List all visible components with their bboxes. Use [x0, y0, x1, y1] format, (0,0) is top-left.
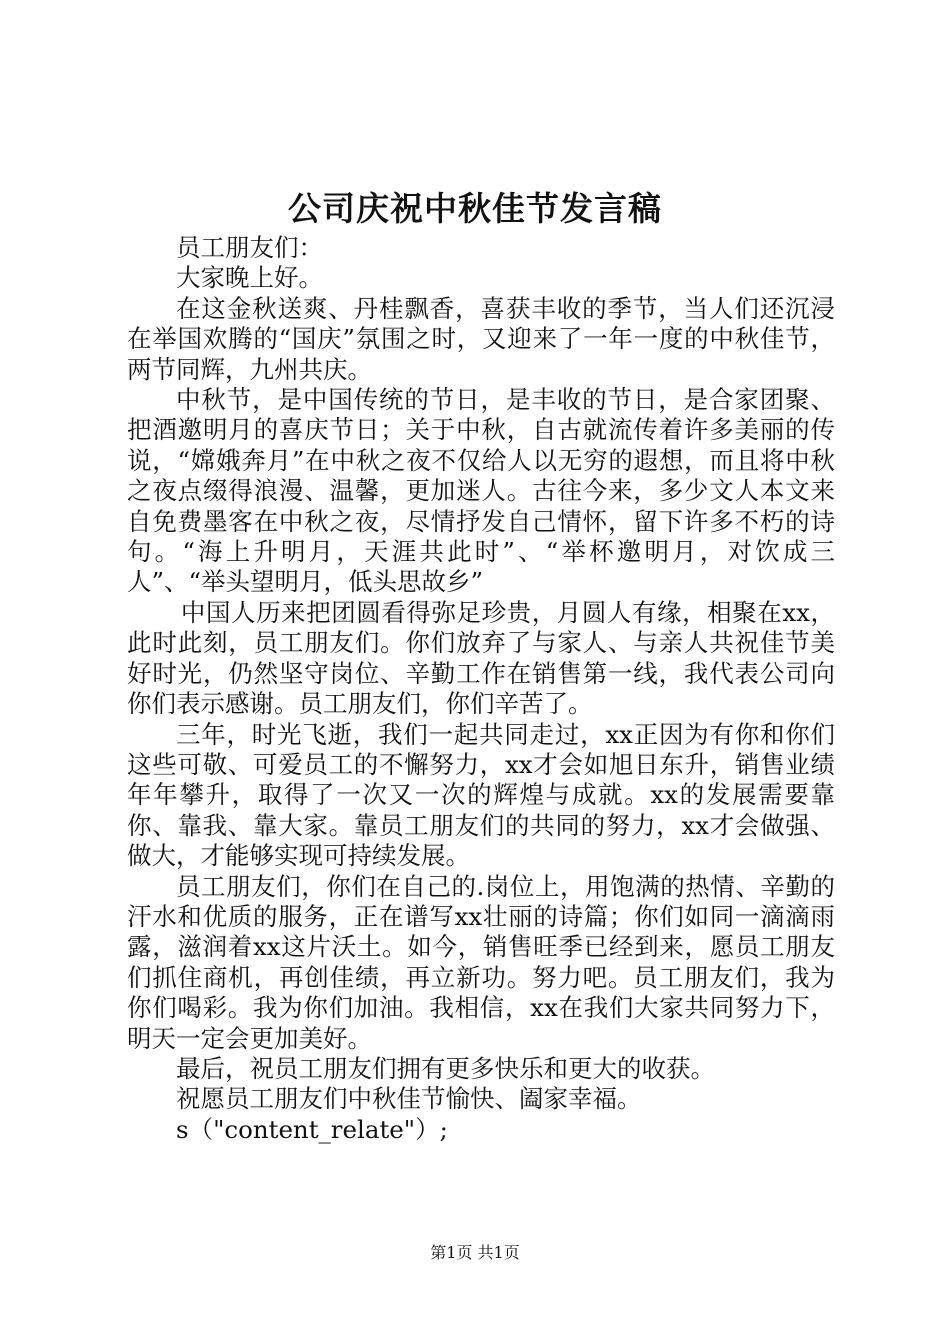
paragraph-code-residue: s（"content_relate"）; — [176, 1114, 448, 1144]
paragraph-blessing: 祝愿员工朋友们中秋佳节愉快、阖家幸福。 — [176, 1084, 642, 1114]
paragraph-greeting: 员工朋友们： — [176, 233, 323, 262]
paragraph-three-years: 三年，时光飞逝，我们一起共同走过，xx正因为有你和你们这些可敬、可爱员工的不懈努力，xx才会如旭日东升，销售业绩年年攀升，取得了一次又一次的辉煌与成就。xx的发展需要靠你、靠我、靠大家。靠员工朋友们的共同的努力，xx才会做强、做大，才能够实现可持续发展。 — [127, 719, 835, 871]
paragraph-reunion: 中国人历来把团圆看得弥足珍贵，月圆人有缘，相聚在xx，此时此刻，员工朋友们。你们放弃了与家人、与亲人共祝佳节美好时光，仍然坚守岗位、辛勤工作在销售第一线，我代表公司向你们表示感谢。员工朋友们，你们辛苦了。 — [127, 597, 835, 719]
page-footer: 第1页 共1页 — [430, 1243, 520, 1262]
paragraph-season: 在这金秋送爽、丹桂飘香，喜获丰收的季节，当人们还沉浸在举国欢腾的“国庆”氛围之时，又迎来了一年一度的中秋佳节，两节同辉，九州共庆。 — [127, 293, 835, 384]
paragraph-salutation: 大家晚上好。 — [176, 263, 323, 293]
document-body — [127, 233, 835, 1145]
paragraph-mid-autumn: 中秋节，是中国传统的节日，是丰收的节日，是合家团聚、把酒邀明月的喜庆节日；关于中秋，自古就流传着许多美丽的传说，“嫦娥奔月”在中秋之夜不仅给人以无穷的遐想，而且将中秋之夜点缀得浪漫、温馨，更加迷人。古往今来，多少文人本文来自免费墨客在中秋之夜，尽情抒发自己情怀，留下许多不朽的诗句。“海上升明月，天涯共此时”、“举杯邀明月，对饮成三人”、“举头望明月，低头思故乡” — [127, 385, 835, 597]
paragraph-encouragement: 员工朋友们，你们在自己的.岗位上，用饱满的热情、辛勤的汗水和优质的服务，正在谱写xx壮丽的诗篇；你们如同一滴滴雨露，滋润着xx这片沃土。如今，销售旺季已经到来，愿员工朋友们抓住商机，再创佳绩，再立新功。努力吧。员工朋友们，我为你们喝彩。我为你们加油。我相信，xx在我们大家共同努力下，明天一定会更加美好。 — [127, 871, 835, 1053]
paragraph-wishes: 最后，祝员工朋友们拥有更多快乐和更大的收获。 — [176, 1053, 715, 1083]
page-title: 公司庆祝中秋佳节发言稿 — [288, 189, 662, 228]
